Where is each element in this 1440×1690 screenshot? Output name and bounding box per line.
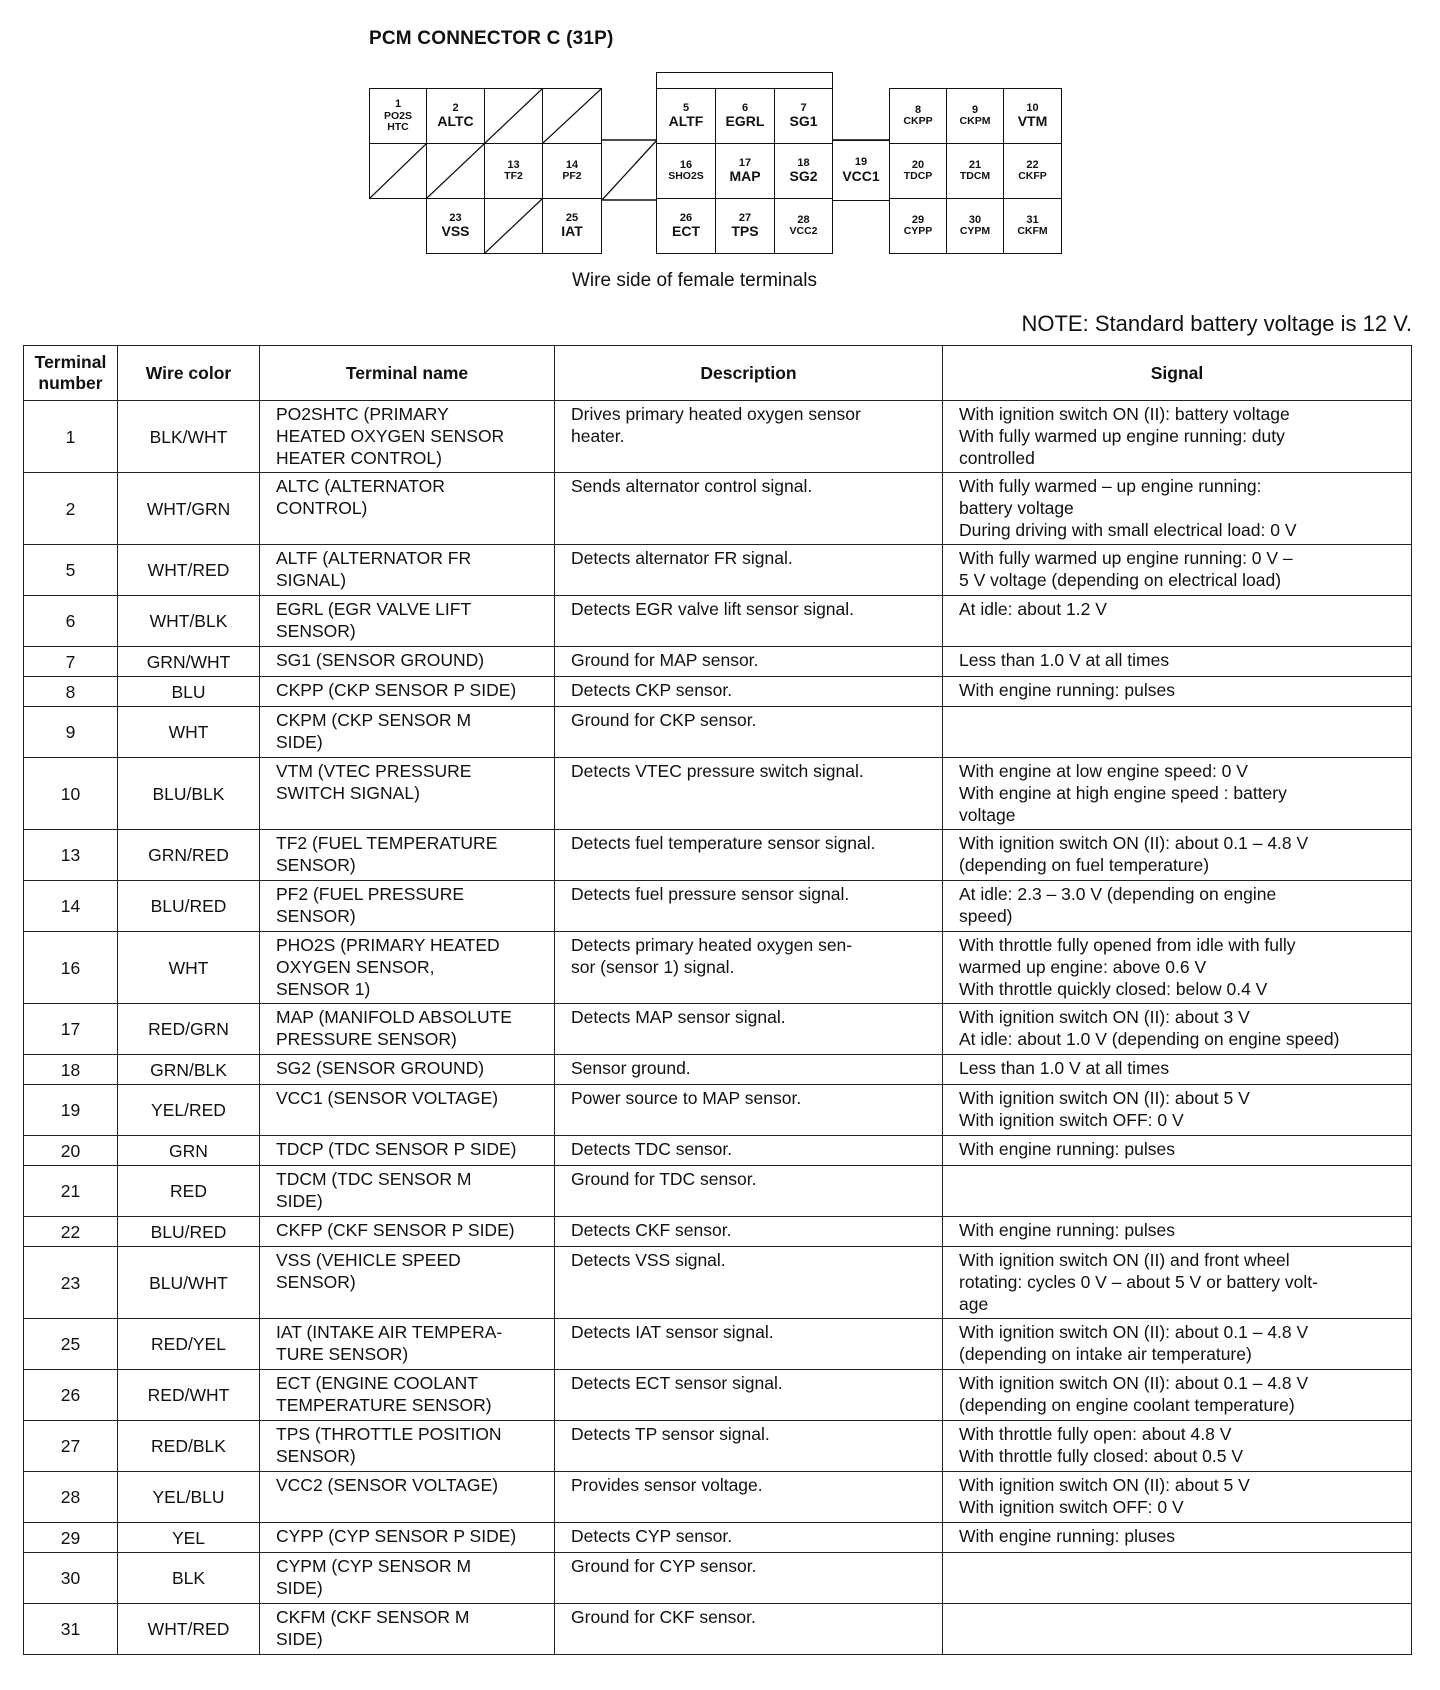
terminal-label: TF2 [504,170,523,183]
terminal-label: VCC2 [789,225,818,238]
terminal-number: 7 [800,101,807,114]
wire-color-cell: YEL [118,1523,260,1553]
signal-cell: With ignition switch ON (II): about 0.1 – 4.8 V (depending on engine coolant temperature) [943,1370,1412,1421]
wire-color-cell: YEL/RED [118,1085,260,1136]
battery-voltage-note: NOTE: Standard battery voltage is 12 V. [1021,311,1412,336]
description-cell: Detects fuel temperature sensor signal. [555,830,943,881]
terminal-label: ALTC [437,113,474,130]
signal-cell [943,1604,1412,1655]
terminal-label: SG2 [789,168,818,185]
terminal-name-cell: TDCM (TDC SENSOR M SIDE) [260,1166,555,1217]
wire-color-cell: WHT/RED [118,545,260,596]
terminal-name-cell: SG2 (SENSOR GROUND) [260,1055,555,1085]
wire-color-cell: GRN/BLK [118,1055,260,1085]
terminal-number: 10 [1026,101,1039,114]
table-row [24,401,1412,473]
wire-color-cell: BLK/WHT [118,401,260,473]
table-row [24,1217,1412,1247]
terminal-name-cell: VSS (VEHICLE SPEED SENSOR) [260,1247,555,1319]
terminal-label: CKPM [959,115,991,128]
wire-color-cell: GRN/RED [118,830,260,881]
table-row [24,758,1412,830]
wire-color-cell: GRN [118,1136,260,1166]
terminal-number-cell: 22 [24,1217,118,1247]
terminal-6 [715,88,775,144]
signal-cell: Less than 1.0 V at all times [943,1055,1412,1085]
terminal-table [23,345,1412,1655]
signal-cell: With engine running: pulses [943,1217,1412,1247]
terminal-number-cell: 20 [24,1136,118,1166]
wire-color-cell: WHT/RED [118,1604,260,1655]
table-row [24,1247,1412,1319]
signal-cell: With ignition switch ON (II): battery voltage With fully warmed up engine running: duty controlled [943,401,1412,473]
terminal-label: TDCP [903,170,933,183]
terminal-label: TDCM [959,170,991,183]
description-cell: Ground for CYP sensor. [555,1553,943,1604]
description-cell: Ground for CKF sensor. [555,1604,943,1655]
description-cell: Ground for CKP sensor. [555,707,943,758]
table-row [24,1004,1412,1055]
terminal-name-cell: CKFM (CKF SENSOR M SIDE) [260,1604,555,1655]
terminal-number-cell: 9 [24,707,118,758]
terminal-label: CKFM [1017,225,1048,238]
terminal-label: CYPP [903,225,933,238]
terminal-30 [946,198,1004,254]
table-row [24,596,1412,647]
header-signal: Signal [943,346,1412,401]
terminal-number-cell: 25 [24,1319,118,1370]
terminal-number: 30 [968,213,982,226]
table-row [24,677,1412,707]
terminal-number: 14 [565,158,579,171]
terminal-label: CKPP [903,115,933,128]
wire-color-cell: GRN/WHT [118,647,260,677]
terminal-19 [832,140,890,201]
terminal-name-cell: VCC2 (SENSOR VOLTAGE) [260,1472,555,1523]
signal-cell: At idle: about 1.2 V [943,596,1412,647]
terminal-13 [484,143,543,199]
wire-color-cell: BLU [118,677,260,707]
terminal-name-cell: CKFP (CKF SENSOR P SIDE) [260,1217,555,1247]
terminal-number: 5 [682,101,690,114]
terminal-number: 9 [971,103,979,116]
wire-color-cell: RED/YEL [118,1319,260,1370]
terminal-27 [715,198,775,254]
terminal-number-cell: 8 [24,677,118,707]
terminal-number: 26 [679,211,693,224]
terminal-number-cell: 23 [24,1247,118,1319]
header-wire-color: Wire color [118,346,260,401]
signal-cell: With throttle fully opened from idle with fully warmed up engine: above 0.6 V With throttle quickly closed: below 0.4 V [943,932,1412,1004]
signal-cell: With ignition switch ON (II): about 5 V With ignition switch OFF: 0 V [943,1085,1412,1136]
signal-cell: At idle: 2.3 – 3.0 V (depending on engine speed) [943,881,1412,932]
empty-cavity [426,143,485,199]
description-cell: Detects VSS signal. [555,1247,943,1319]
terminal-16 [656,143,716,199]
table-row [24,473,1412,545]
signal-cell: With engine running: pulses [943,1136,1412,1166]
terminal-name-cell: PO2SHTC (PRIMARY HEATED OXYGEN SENSOR HEATER CONTROL) [260,401,555,473]
terminal-label: PF2 [562,170,582,183]
table-row [24,1523,1412,1553]
signal-cell: With fully warmed – up engine running: battery voltage During driving with small electrical load: 0 V [943,473,1412,545]
terminal-label: VSS [441,223,470,240]
terminal-name-cell: EGRL (EGR VALVE LIFT SENSOR) [260,596,555,647]
description-cell: Detects CKP sensor. [555,677,943,707]
table-row [24,932,1412,1004]
table-row [24,1472,1412,1523]
terminal-label: VTM [1017,113,1048,130]
terminal-number: 27 [738,211,752,224]
terminal-name-cell: TDCP (TDC SENSOR P SIDE) [260,1136,555,1166]
terminal-label: ECT [672,223,700,240]
terminal-31 [1003,198,1062,254]
signal-cell [943,1553,1412,1604]
terminal-name-cell: TPS (THROTTLE POSITION SENSOR) [260,1421,555,1472]
description-cell: Sensor ground. [555,1055,943,1085]
signal-cell: With engine running: pluses [943,1523,1412,1553]
terminal-9 [946,88,1004,144]
terminal-name-cell: ECT (ENGINE COOLANT TEMPERATURE SENSOR) [260,1370,555,1421]
terminal-20 [889,143,947,199]
terminal-name-cell: CYPP (CYP SENSOR P SIDE) [260,1523,555,1553]
terminal-name-cell: VCC1 (SENSOR VOLTAGE) [260,1085,555,1136]
signal-cell: With ignition switch ON (II): about 5 V With ignition switch OFF: 0 V [943,1472,1412,1523]
terminal-number-cell: 21 [24,1166,118,1217]
terminal-label: ALTF [668,113,704,130]
terminal-number-cell: 5 [24,545,118,596]
terminal-number-cell: 14 [24,881,118,932]
description-cell: Detects MAP sensor signal. [555,1004,943,1055]
table-row [24,1370,1412,1421]
wire-color-cell: RED/GRN [118,1004,260,1055]
table-row [24,1319,1412,1370]
signal-cell: With fully warmed up engine running: 0 V – 5 V voltage (depending on electrical load) [943,545,1412,596]
terminal-number: 23 [449,211,462,224]
terminal-number: 25 [565,211,579,224]
terminal-29 [889,198,947,254]
terminal-label: EGRL [725,113,765,130]
terminal-label: SHO2S [668,170,704,183]
wire-color-cell: BLU/BLK [118,758,260,830]
terminal-number: 6 [741,101,749,114]
description-cell: Detects VTEC pressure switch signal. [555,758,943,830]
terminal-number: 31 [1026,213,1039,226]
wire-color-cell: WHT/GRN [118,473,260,545]
signal-cell: With ignition switch ON (II): about 0.1 – 4.8 V (depending on fuel temperature) [943,830,1412,881]
terminal-number-cell: 6 [24,596,118,647]
terminal-label: MAP [729,168,761,185]
table-header-row [24,346,1412,401]
wire-color-cell: BLU/RED [118,1217,260,1247]
description-cell: Drives primary heated oxygen sensor heater. [555,401,943,473]
terminal-17 [715,143,775,199]
signal-cell: With engine at low engine speed: 0 V With engine at high engine speed : battery voltage [943,758,1412,830]
signal-cell [943,1166,1412,1217]
terminal-number-cell: 2 [24,473,118,545]
wire-color-cell: BLU/WHT [118,1247,260,1319]
terminal-number: 2 [452,101,459,114]
terminal-25 [542,198,602,254]
table-row [24,545,1412,596]
description-cell: Detects fuel pressure sensor signal. [555,881,943,932]
empty-cavity [602,140,657,200]
terminal-label: VCC1 [842,167,880,184]
wire-color-cell: RED/BLK [118,1421,260,1472]
header-terminal-number: Terminal number [24,346,118,401]
table-row [24,1421,1412,1472]
terminal-name-cell: CKPP (CKP SENSOR P SIDE) [260,677,555,707]
header-terminal-name: Terminal name [260,346,555,401]
terminal-number-cell: 29 [24,1523,118,1553]
terminal-number-cell: 17 [24,1004,118,1055]
page-title: PCM CONNECTOR C (31P) [369,28,614,49]
wire-color-cell: BLU/RED [118,881,260,932]
terminal-number-cell: 30 [24,1553,118,1604]
description-cell: Ground for TDC sensor. [555,1166,943,1217]
terminal-14 [542,143,602,199]
terminal-name-cell: PHO2S (PRIMARY HEATED OXYGEN SENSOR, SENSOR 1) [260,932,555,1004]
terminal-number: 19 [854,156,868,169]
terminal-number: 18 [797,156,810,169]
table-row [24,707,1412,758]
signal-cell: With ignition switch ON (II): about 3 V At idle: about 1.0 V (depending on engine speed) [943,1004,1412,1055]
terminal-name-cell: IAT (INTAKE AIR TEMPERA- TURE SENSOR) [260,1319,555,1370]
description-cell: Detects EGR valve lift sensor signal. [555,596,943,647]
description-cell: Detects TDC sensor. [555,1136,943,1166]
description-cell: Detects IAT sensor signal. [555,1319,943,1370]
terminal-number-cell: 7 [24,647,118,677]
signal-cell: With ignition switch ON (II) and front wheel rotating: cycles 0 V – about 5 V or battery volt- age [943,1247,1412,1319]
terminal-number: 8 [914,103,922,116]
description-cell: Detects ECT sensor signal. [555,1370,943,1421]
terminal-number: 17 [738,156,752,169]
empty-cavity [484,198,543,254]
signal-cell: With throttle fully open: about 4.8 V With throttle fully closed: about 0.5 V [943,1421,1412,1472]
signal-cell: With ignition switch ON (II): about 0.1 – 4.8 V (depending on intake air temperature) [943,1319,1412,1370]
empty-cavity [542,88,602,144]
description-cell: Provides sensor voltage. [555,1472,943,1523]
wire-color-cell: WHT/BLK [118,596,260,647]
description-cell: Detects TP sensor signal. [555,1421,943,1472]
terminal-26 [656,198,716,254]
terminal-label: SG1 [789,113,818,130]
signal-cell: Less than 1.0 V at all times [943,647,1412,677]
wire-color-cell: YEL/BLU [118,1472,260,1523]
terminal-number: 28 [797,213,810,226]
terminal-7 [774,88,833,144]
terminal-number: 13 [507,158,520,171]
terminal-name-cell: ALTF (ALTERNATOR FR SIGNAL) [260,545,555,596]
terminal-name-cell: TF2 (FUEL TEMPERATURE SENSOR) [260,830,555,881]
empty-cavity [369,143,427,199]
wire-color-cell: BLK [118,1553,260,1604]
terminal-name-cell: PF2 (FUEL PRESSURE SENSOR) [260,881,555,932]
terminal-label: IAT [561,223,583,240]
empty-cavity [484,88,543,144]
terminal-22 [1003,143,1062,199]
terminal-number: 21 [968,158,982,171]
description-cell: Detects primary heated oxygen sen- sor (sensor 1) signal. [555,932,943,1004]
table-row [24,1553,1412,1604]
description-cell: Detects CKF sensor. [555,1217,943,1247]
terminal-21 [946,143,1004,199]
terminal-name-cell: ALTC (ALTERNATOR CONTROL) [260,473,555,545]
description-cell: Detects CYP sensor. [555,1523,943,1553]
terminal-10 [1003,88,1062,144]
terminal-18 [774,143,833,199]
table-row [24,1085,1412,1136]
table-row [24,647,1412,677]
description-cell: Ground for MAP sensor. [555,647,943,677]
terminal-number: 1 [394,98,402,111]
signal-cell: With engine running: pulses [943,677,1412,707]
terminal-number: 22 [1026,158,1039,171]
terminal-number-cell: 18 [24,1055,118,1085]
terminal-name-cell: VTM (VTEC PRESSURE SWITCH SIGNAL) [260,758,555,830]
table-row [24,1604,1412,1655]
wire-color-cell: RED/WHT [118,1370,260,1421]
description-cell: Sends alternator control signal. [555,473,943,545]
terminal-number-cell: 13 [24,830,118,881]
terminal-label: PO2S HTC [383,109,412,133]
table-row [24,1136,1412,1166]
terminal-number-cell: 31 [24,1604,118,1655]
terminal-28 [774,198,833,254]
terminal-name-cell: CYPM (CYP SENSOR M SIDE) [260,1553,555,1604]
header-description: Description [555,346,943,401]
wire-color-cell: WHT [118,707,260,758]
table-row [24,1055,1412,1085]
terminal-number-cell: 10 [24,758,118,830]
terminal-8 [889,88,947,144]
terminal-label: CYPM [959,225,991,238]
diagram-caption: Wire side of female terminals [572,270,817,291]
terminal-number-cell: 27 [24,1421,118,1472]
terminal-1 [369,88,427,144]
terminal-2 [426,88,485,144]
terminal-number: 29 [911,213,925,226]
signal-cell [943,707,1412,758]
terminal-number: 16 [679,158,693,171]
terminal-name-cell: CKPM (CKP SENSOR M SIDE) [260,707,555,758]
terminal-5 [656,88,716,144]
terminal-number-cell: 26 [24,1370,118,1421]
terminal-number-cell: 28 [24,1472,118,1523]
wire-color-cell: WHT [118,932,260,1004]
terminal-label: CKFP [1018,170,1047,183]
description-cell: Detects alternator FR signal. [555,545,943,596]
terminal-23 [426,198,485,254]
terminal-name-cell: SG1 (SENSOR GROUND) [260,647,555,677]
table-row [24,1166,1412,1217]
terminal-number: 20 [911,158,925,171]
terminal-number-cell: 16 [24,932,118,1004]
terminal-number-cell: 19 [24,1085,118,1136]
wire-color-cell: RED [118,1166,260,1217]
terminal-label: TPS [731,223,759,240]
terminal-number-cell: 1 [24,401,118,473]
description-cell: Power source to MAP sensor. [555,1085,943,1136]
table-row [24,830,1412,881]
table-row [24,881,1412,932]
terminal-name-cell: MAP (MANIFOLD ABSOLUTE PRESSURE SENSOR) [260,1004,555,1055]
